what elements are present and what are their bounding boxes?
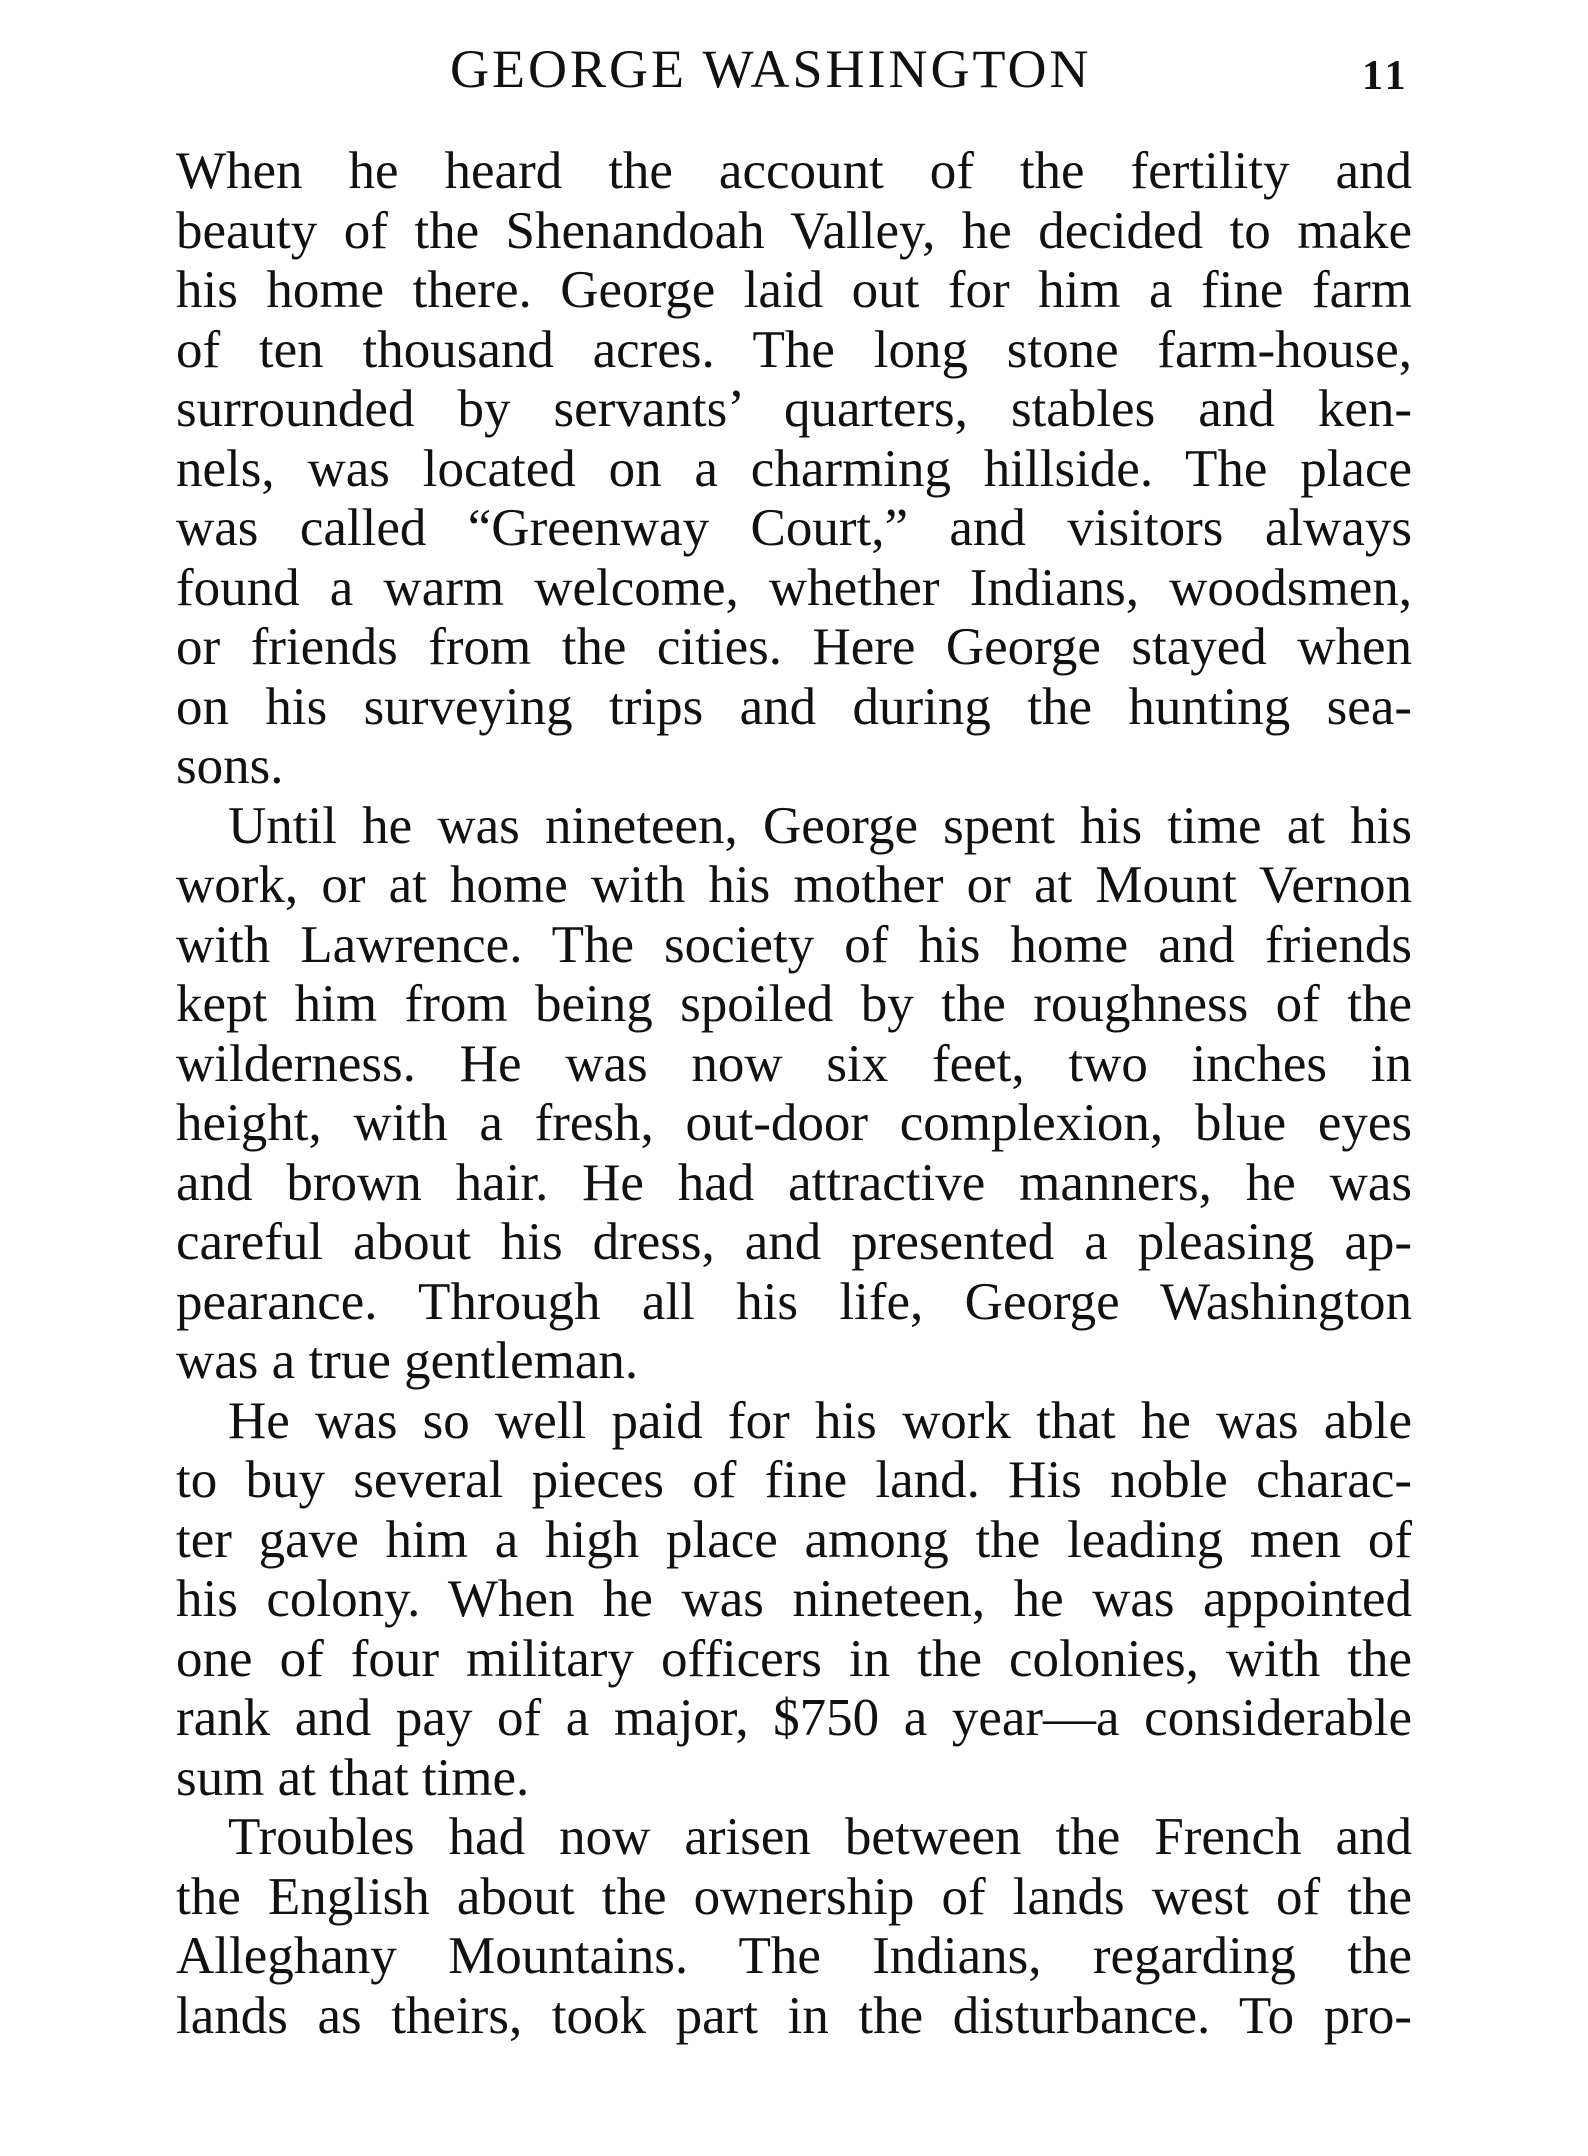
text-line: ter gave him a high place among the leading men of [176,1510,1412,1569]
text-line: work, or at home with his mother or at Mount Vernon [176,856,1412,914]
text-line: wilderness. He was now six feet, two inches in [176,1034,1412,1093]
text-line: careful about his dress, and presented a pleasing ap- [176,1213,1412,1271]
text-line: one of four military officers in the colonies, with the [176,1629,1412,1688]
text-line: with Lawrence. The society of his home and friends [176,915,1412,974]
text-line: was called “Greenway Court,” and visitors always [176,499,1412,557]
text-line: the English about the ownership of lands west of the [176,1867,1412,1926]
text-line: Troubles had now arisen between the French and [228,1808,1412,1866]
text-line: surrounded by servants’ quarters, stables and ken- [176,380,1412,438]
text-line: found a warm welcome, whether Indians, woodsmen, [176,558,1412,617]
text-line: nels, was located on a charming hillside. The place [176,439,1412,498]
running-head: GEORGE WASHINGTON [450,39,1092,99]
text-line: or friends from the cities. Here George stayed when [176,618,1412,676]
text-line: to buy several pieces of fine land. His noble charac- [176,1451,1412,1509]
text-line: his home there. George laid out for him a fine farm [176,261,1412,319]
text-line: When he heard the account of the fertility and [176,142,1412,200]
text-line: and brown hair. He had attractive manners, he was [176,1153,1412,1212]
text-line: rank and pay of a major, $750 a year—a considerable [176,1689,1412,1747]
text-line: his colony. When he was nineteen, he was appointed [176,1570,1412,1628]
text-line: Alleghany Mountains. The Indians, regarding the [176,1927,1412,1985]
text-line: sons. [176,737,284,795]
text-line: of ten thousand acres. The long stone farm-house, [176,320,1412,379]
text-line: height, with a fresh, out-door complexion, blue eyes [176,1094,1412,1152]
text-line: sum at that time. [176,1748,530,1807]
text-line: was a true gentleman. [176,1332,639,1390]
body-text [176,142,1412,2046]
text-line: kept him from being spoiled by the roughness of the [176,975,1412,1033]
text-line: beauty of the Shenandoah Valley, he decided to make [176,201,1412,260]
text-line: Until he was nineteen, George spent his time at his [228,796,1412,855]
page-number: 11 [1362,53,1410,99]
text-line: He was so well paid for his work that he was able [228,1391,1412,1450]
text-line: on his surveying trips and during the hunting sea- [176,677,1412,736]
text-line: lands as theirs, took part in the disturbance. To pro- [176,1986,1412,2045]
text-line: pearance. Through all his life, George Washington [176,1272,1412,1331]
